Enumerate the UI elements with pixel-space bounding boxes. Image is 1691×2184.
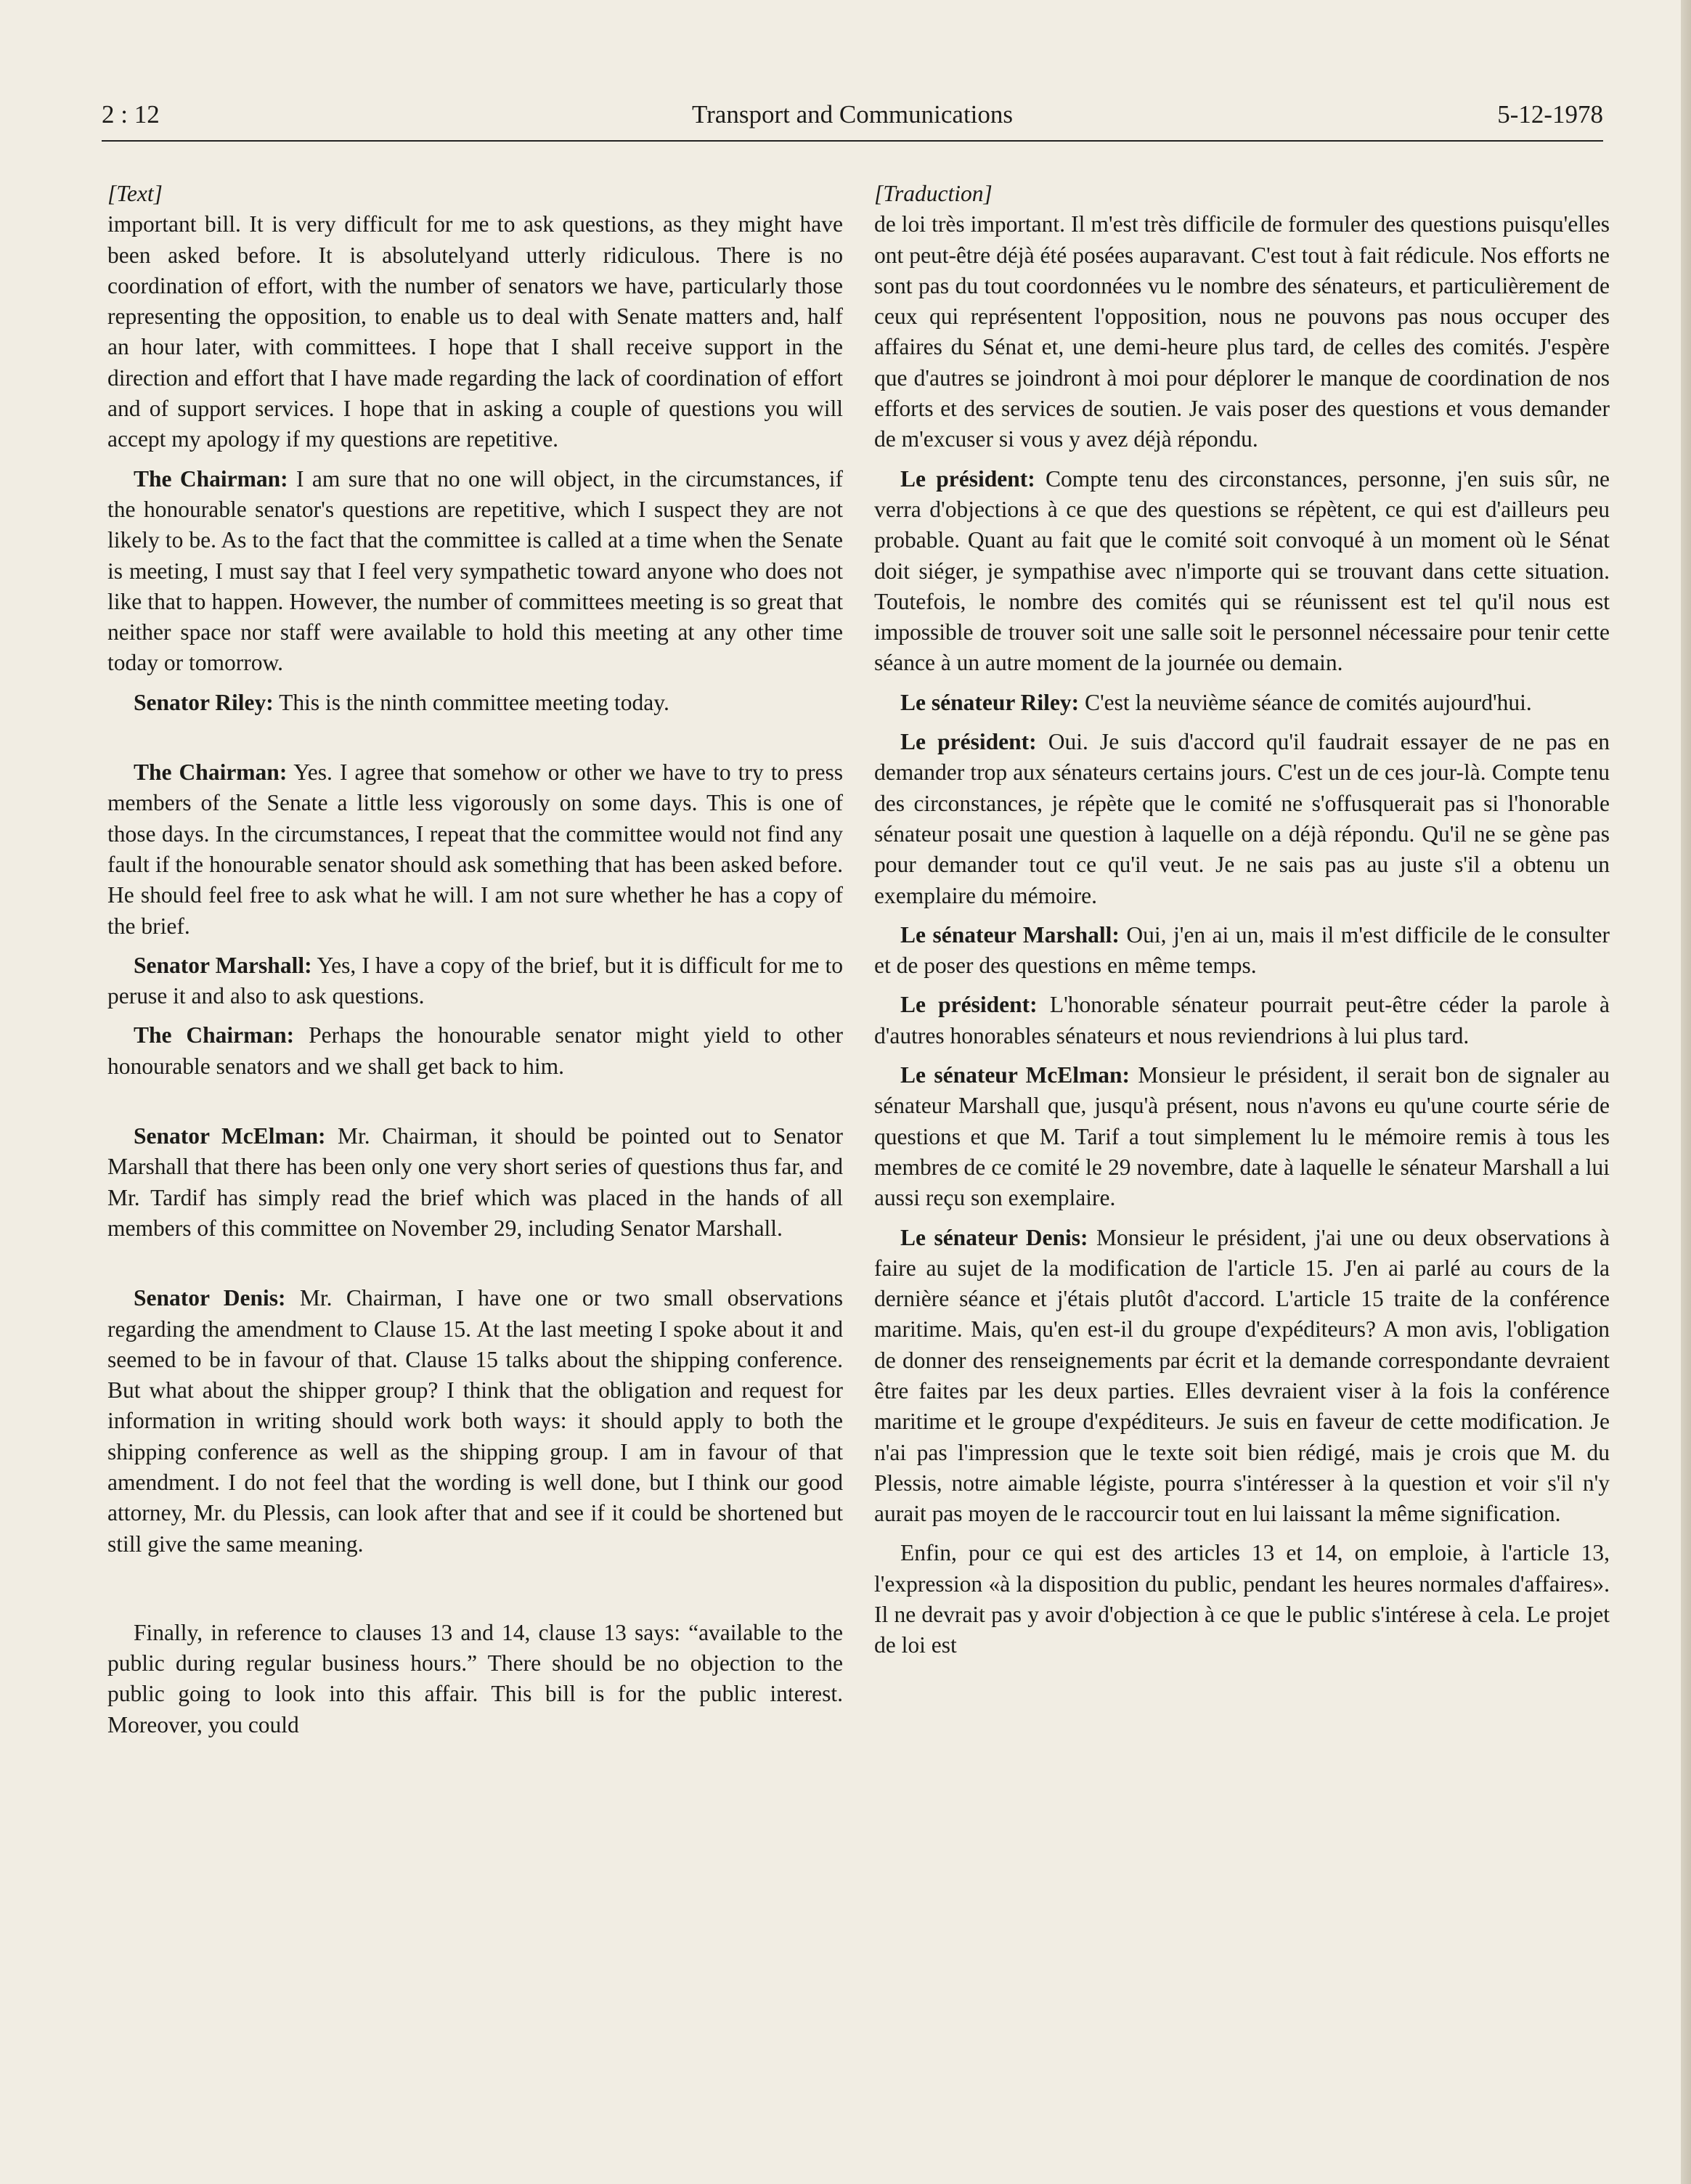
paragraph [107,1283,843,1560]
paragraph-text: C'est la neuvième séance de comités aujourd'hui. [1085,689,1532,715]
paragraph-text: This is the ninth committee meeting today. [279,689,669,715]
paragraph [107,209,843,455]
speaker-name: Senator Marshall: [134,952,312,978]
paragraph-text: Oui, j'en ai un, mais il m'est difficile de le consulter et de poser des questions en même temps. [874,921,1610,979]
speaker-name: The Chairman: [134,465,288,492]
paragraph [874,1223,1610,1530]
paragraph-text: de loi très important. Il m'est très difficile de formuler des questions puisqu'elles ont peut-être déjà été posées auparavant. C'est tout à fait rédicule. Nos efforts ne sont pas du tout coordonnées vu le nombre des sénateurs, et particulièrement de ceux qui représentent l'opposition, nous ne pouvons pas nous occuper des affaires du Sénat et, une demi-heure plus tard, de celles des comités. J'espère que d'autres se joindront à moi pour déplorer le manque de coordination de nos efforts et des services de soutien. Je vais poser des questions et vous demander de m'excuser si vous y avez déjà répondu. [874,211,1610,452]
paragraph-text: Yes, I have a copy of the brief, but it is difficult for me to peruse it and also to ask questions. [107,952,843,1009]
running-title: Transport and Communications [691,100,1014,129]
paragraph [874,727,1610,911]
french-column [874,179,1610,1661]
speaker-name: Senator Riley: [134,689,274,715]
paragraph-text: Monsieur le président, j'ai une ou deux observations à faire au sujet de la modification de l'article 15. J'en ai parlé au cours de la dernière séance et j'étais plutôt d'accord. L'article 15 traite de la conférence maritime. Mais, qu'en est-il du groupe d'expéditeurs? A mon avis, l'obligation de donner des renseignements par écrit et la demande correspondante devraient être faites par les deux parties. Elles devraient viser à la fois la conférence maritime et le groupe d'expéditeurs. Je suis en faveur de cette modification. Je n'ai pas l'impression que le texte soit bien rédigé, mais je crois que M. du Plessis, notre aimable légiste, pourra s'intéresser à la question et voir s'il n'y aurait pas moyen de le raccourcir tout en lui laissant la même signification. [874,1224,1610,1527]
paragraph-text: Mr. Chairman, I have one or two small observations regarding the amendment to Clause 15. At the last meeting I spoke about it and seemed to be in favour of that. Clause 15 talks about the shipping conference. But what about the shipper group? I think that the obligation and request for information in writing should work both ways: it should apply to both the shipping conference as well as the shipping group. I am in favour of that amendment. I do not feel that the wording is well done, but I think our good attorney, Mr. du Plessis, can look after that and see if it could be shortened but still give the same meaning. [107,1285,844,1557]
speaker-name: Le président: [900,729,1037,755]
speaker-name: Senator McElman: [134,1123,326,1149]
page-edge-shadow [1681,0,1691,2184]
paragraph-text: Compte tenu des circonstances, personne, j'en suis sûr, ne verra d'objections à ce que des questions se répètent, ce qui est d'ailleurs peu probable. Quant au fait que le comité soit convoqué à un moment où le Sénat doit siéger, je sympathise avec n'importe qui se trouvant dans cette situation. Toutefois, le nombre des comités qui se réunissent est tel qu'il nous est impossible de trouver soit une salle soit le personnel nécessaire pour tenir cette séance à un autre moment de la journée ou demain. [874,465,1610,676]
paragraph [107,688,843,718]
paragraph-text: L'honorable sénateur pourrait peut-être céder la parole à d'autres honorables sénateurs et nous reviendrions à lui plus tard. [874,992,1610,1048]
paragraph-text: Perhaps the honourable senator might yield to other honourable senators and we shall get back to him. [107,1022,844,1079]
paragraph [107,757,843,942]
paragraph-text: Yes. I agree that somehow or other we have to try to press members of the Senate a little less vigorously on some days. This is one of those days. In the circumstances, I repeat that the committee would not find any fault if the honourable senator should ask something that has been asked before. He should feel free to ask what he will. I am not sure whether he has a copy of the brief. [107,759,843,939]
paragraph [107,1618,843,1740]
paragraph [874,688,1610,718]
speaker-name: Le sénateur Marshall: [900,921,1120,948]
paragraph [874,1538,1610,1661]
header-rule [102,140,1603,142]
paragraph [107,1020,843,1082]
paragraph [874,990,1610,1051]
page-header [102,100,1603,141]
paragraph [874,920,1610,982]
english-column [107,179,843,1740]
speaker-name: Le président: [900,992,1038,1018]
paragraph-text: Enfin, pour ce qui est des articles 13 et 14, on emploie, à l'article 13, l'expression «à la disposition du public, pendant les heures normales d'affaires». Il ne devrait pas y avoir d'objection à ce que le public s'intérese à cela. Le projet de loi est [874,1540,1610,1658]
speaker-name: Le sénateur Denis: [900,1224,1088,1250]
column-label: [Text] [107,181,163,206]
speaker-name: Senator Denis: [134,1285,286,1311]
speaker-name: The Chairman: [134,1022,295,1048]
speaker-name: The Chairman: [134,759,288,786]
column-label: [Traduction] [874,181,993,206]
paragraph [874,464,1610,679]
paragraph-text: important bill. It is very difficult for me to ask questions, as they might have been asked before. It is absolutelyand utterly ridiculous. There is no coordination of effort, with the number of senators we have, particularly those representing the opposition, to enable us to deal with Senate matters and, half an hour later, with committees. I hope that I shall receive support in the direction and effort that I have made regarding the lack of coordination of effort and of support services. I hope that in asking a couple of questions you will accept my apology if my questions are repetitive. [107,211,843,452]
paragraph [874,209,1610,455]
paragraph [107,1121,843,1244]
paragraph-text: I am sure that no one will object, in the circumstances, if the honourable senator's questions are repetitive, which I suspect they are not likely to be. As to the fact that the committee is called at a time when the Senate is meeting, I must say that I feel very sympathetic toward anyone who does not like that to happen. However, the number of committees meeting is so great that neither space nor staff were available to hold this meeting at any other time today or tomorrow. [107,465,844,676]
speaker-name: Le président: [900,465,1035,492]
paragraph-text: Finally, in reference to clauses 13 and 14, clause 13 says: “available to the public during regular business hours.” There should be no objection to the public going to look into this affair. This bill is for the public interest. Moreover, you could [107,1619,843,1737]
speaker-name: Le sénateur Riley: [900,689,1080,715]
paragraph [107,950,843,1012]
paragraph-text: Oui. Je suis d'accord qu'il faudrait essayer de ne pas en demander trop aux sénateurs certains jours. C'est un de ces jour-là. Compte tenu des circonstances, je répète que le comité ne s'offusquerait pas si l'honorable sénateur posait une question à laquelle on a déjà répondu. Qu'il ne se gène pas pour demander tout ce qu'il veut. Je ne sais pas au juste s'il a obtenu un exemplaire du mémoire. [874,729,1610,908]
header-date: 5-12-1978 [1497,100,1603,129]
paragraph-text: Mr. Chairman, it should be pointed out to Senator Marshall that there has been only one very short series of questions thus far, and Mr. Tardif has simply read the brief which was placed in the hands of all members of this committee on November 29, including Senator Marshall. [107,1123,844,1241]
paragraph-text: Monsieur le président, il serait bon de signaler au sénateur Marshall que, jusqu'à présent, nous n'avons eu qu'une courte série de questions et que M. Tarif a tout simplement lu le mémoire remis à tous les membres de ce comité le 29 novembre, date à laquelle le sénateur Marshall a lui aussi reçu son exemplaire. [874,1062,1610,1211]
paragraph [107,464,843,679]
speaker-name: Le sénateur McElman: [900,1062,1130,1088]
paragraph [874,1060,1610,1213]
page-number: 2 : 12 [102,100,160,129]
